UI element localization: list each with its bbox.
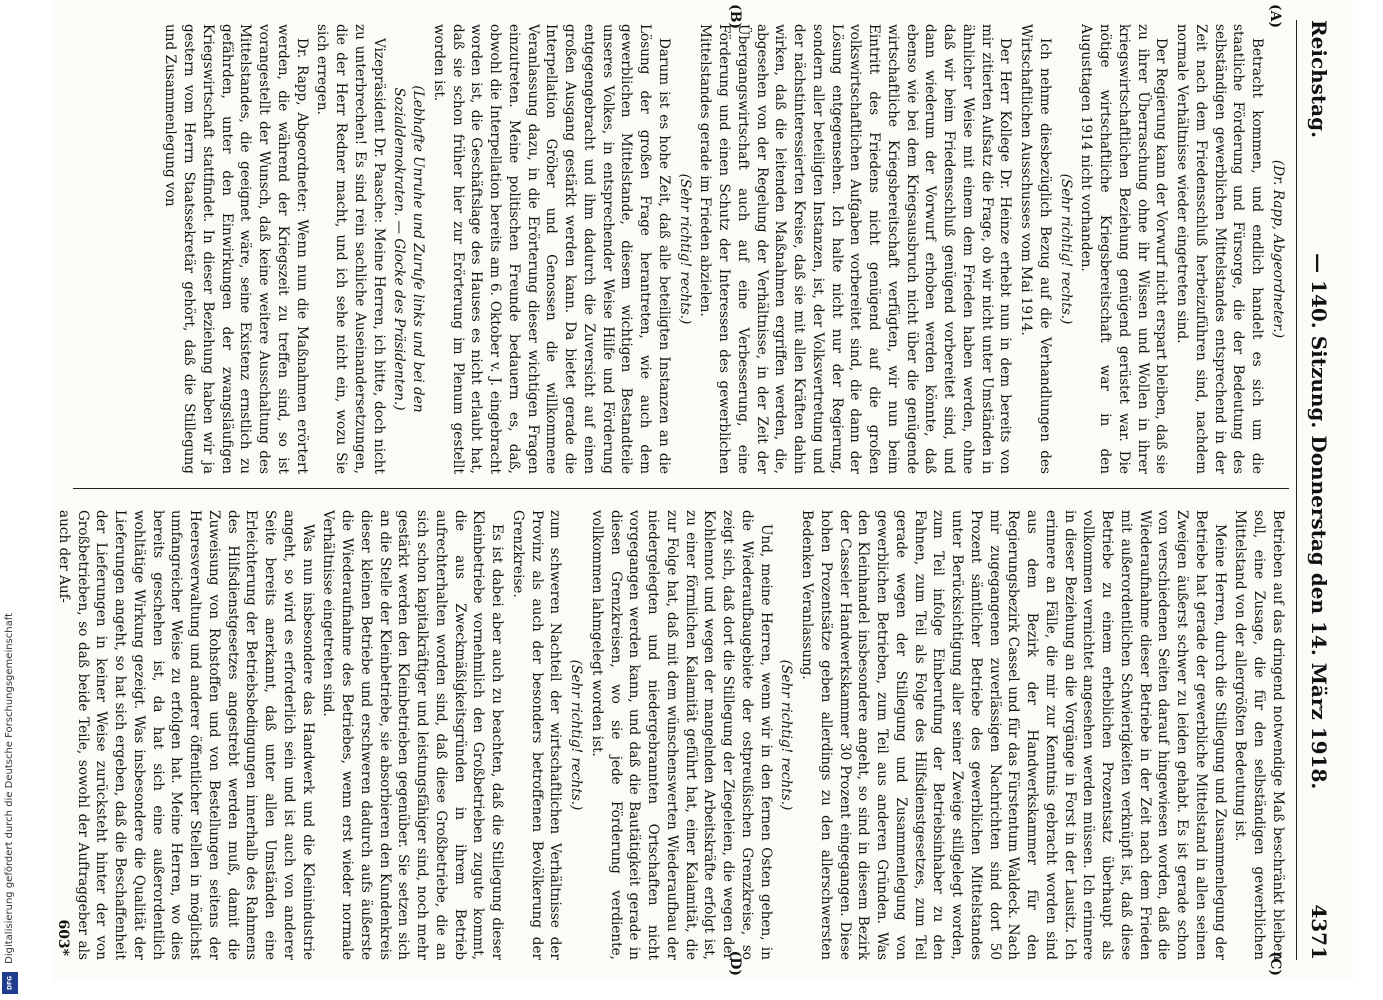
interjection: (Sehr richtig! rechts.) [778, 659, 795, 811]
paragraph: Der Regierung kann der Vorwurf nicht erspart bleiben, daß sie zu ihrer Überraschung ohne ihr Wissen und Wollen in ihrer kriegswirtschaftlichen Beziehung genügend gerüstet war. Die nötige wirtschaftliche Kriegsbereitschaft war in den Augusttagen 1914 nicht vorhanden. [1078, 24, 1170, 474]
paragraph: Was nun insbesondere das Handwerk und die Kleinindustrie angeht, so wird es erforderlich sein und ist auch von anderer Seite bereits anerkannt, daß unter allen Umständen eine Erleichterung der Betriebsbedingungen innerhalb des Rahmens des Hilfsdienstgesetzes angestrebt werden muß, damit die Zuweisung von Rohstoffen und von Bestellungen seitens der Heeresverwaltung und anderer öffentlicher Stellen in möglichst umfangreicher Weise zu erfolgen hat. Meine Herren, wo dies bereits geschehen ist, da hat sich eine außerordentlich wohltätige Wirkung gezeigt. Was insbesondere die Qualität der Lieferungen angeht, so hat sich ergeben, daß die Beschaffenheit der Lieferungen in keiner Weise zurücksteht hinter der von Großbetrieben, so daß beide Teile, sowohl der Auftraggeber als auch der Auf- [56, 510, 316, 960]
margin-mark-b: (B) [727, 4, 743, 30]
interjection: (Sehr richtig! rechts.) [568, 659, 585, 811]
paragraph: Meine Herren, durch die Stillegung und Zusammenlegung der Betriebe hat gerade der gewerbliche Mittelstand in allen seinen Zweigen äußerst schwer zu leiden gehabt. Es ist gerade schon von verschiedenen Seiten darauf hingewiesen worden, daß die Wiederaufnahme dieser Betriebe in der Zeit nach dem Frieden mit außerordentlichen Schwierigkeiten verknüpft ist, daß diese Betriebe zu einem erheblichen Prozentsatz überhaupt als vollkommen vernichtet angesehen werden müssen. Ich erinnere in dieser Beziehung an die Vorgänge in Forst in der Lausitz. Ich erinnere an Fälle, die mir zur Kenntnis gebracht worden sind aus dem Bezirk der Handwerkskammer für den Regierungsbezirk Cassel und für das Fürstentum Waldeck. Nach mir zugegangenen zuverlässigen Nachrichten sind dort 50 Prozent sämtlicher Betriebe des gewerblichen Mittelstandes unter Berücksichtigung aller seiner Zweige stillgelegt worden, zum Teil infolge Einberufung der Betriebsinhaber zu den Fahnen, zum Teil als Folge des Hilfsdienstgesetzes, zum Teil gerade wegen der Stillegung und Zusammenlegung von gewerblichen Betrieben, zum Teil aus anderen Gründen. Was den Kleinhandel insbesondere angeht, so sind in diesem Bezirk der Casseler Handwerkskammer 30 Prozent eingegangen. Diese hohen Prozentsätze geben allerdings zu den allerschwersten Bedenken Veranlassung. [799, 510, 1228, 960]
paragraph: Es ist dabei aber auch zu beachten, daß die Stillegung dieser Kleinbetriebe vornehmlich den Großbetrieben zugute kommt, die aus Zweckmäßigkeitsgründen in ihrem Betrieb aufrechterhalten worden sind, daß diese Großbetriebe, die an sich schon kapitalkräftiger und leistungsfähiger sind, noch mehr gestärkt werden den Kleinbetrieben gegenüber. Sie setzen sich an die Stelle der Kleinbetriebe, sie absorbieren den Kundenkreis dieser kleinen Betriebe und erschweren dadurch aufs äußerste die Wiederaufnahme des Betriebes, wenn erst wieder normale Verhältnisse eingetreten sind. [320, 510, 506, 960]
left-column [79, 24, 1287, 474]
speaker-note: (Dr. Rapp, Abgeordneter.) [1270, 159, 1286, 339]
column-divider [73, 488, 1289, 489]
paragraph: zum schweren Nachteil der wirtschaftlichen Verhältnisse der Provinz als auch der besonders betroffenen Bevölkerung der Grenzkreise. [510, 510, 564, 960]
digitization-credit [4, 0, 18, 1000]
scanned-page [53, 0, 1353, 980]
header-session: — 140. Sitzung. Donnerstag den 14. März 1918. [1307, 253, 1331, 790]
page-number: 4371 [1307, 904, 1331, 960]
page-header [1299, 20, 1339, 960]
interjection: (Sehr richtig! rechts.) [1057, 173, 1074, 325]
paragraph: Darum ist es hohe Zeit, daß alle beteiligten Instanzen an die Lösung der großen Frage herantreten, wie auch dem gewerblichen Mittelstande, diesem wichtigen Bestandteile unseres Volkes, in entsprechender Weise Hilfe und Förderung entgegengebracht und ihm dadurch die Zuversicht auf einen großen Ausgang gestärkt werden kann. Da bietet gerade die Interpellation Gröber und Genossen die willkommene Veranlassung dazu, in die Erörterung dieser wichtigen Fragen einzutreten. Meine politischen Freunde bedauern es, daß, obwohl die Interpellation bereits am 6. Oktober v. J. eingebracht worden ist, die Geschäftslage des Hauses es nicht erlaubt hat, daß sie schon früher hier zur Erörterung im Plenum gestellt worden ist. [431, 24, 672, 474]
paragraph: Und, meine Herren, wenn wir in den fernen Osten gehen, in die Wiederaufbaugebiete der ostpreußischen Grenzkreise, so zeigt sich, daß dort die Stillegung der Ziegeleien, die wegen der Kohlennot und wegen der mangelnden Arbeitskräfte erfolgt ist, zu einer förmlichen Kalamität geführt hat, einer Kalamität, die zur Folge hat, daß mit dem wünschenswerten Wiederaufbau der niedergelegten und niedergebrannten Ortschaften nicht vorgegangen werden kann, und daß die Bautätigkeit gerade in diesen Grenzkreisen, wo sie jede Förderung verdiente, vollkommen lahmgelegt worden ist. [589, 510, 774, 960]
credit-text: Digitalisierung gefördert durch die Deutsche Forschungsgemeinschaft [4, 613, 15, 964]
header-rule [1296, 20, 1297, 960]
header-left: Reichstag. [1307, 20, 1331, 139]
margin-mark-a: (A) [1267, 4, 1283, 29]
interjection: (Sehr richtig! rechts.) [676, 173, 693, 325]
interjection: (Lebhafte Unruhe und Zurufe links und bei den Sozialdemokraten. — Glocke des Präsidenten.) [391, 85, 427, 413]
signature-mark: 603* [55, 919, 71, 956]
paragraph: Vizepräsident Dr. Paasche: Meine Herren, ich bitte, doch nicht zu unterbrechen! Es sind rein sachliche Auseinandersetzungen, die der Herr Redner macht, und ich sehe nicht ein, wozu Sie sich erregen. [314, 24, 387, 474]
paragraph: Dr. Rapp, Abgeordneter: Wenn nun die Maßnahmen erörtert werden, die während der Kriegszeit zu treffen sind, so ist vorangestellt der Wunsch, daß keine weitere Ausschaltung des Mittelstandes, die geeignet wäre, seine Existenz ernstlich zu gefährden, unter den Einwirkungen der zwangsläufigen Kriegswirtschaft stattfindet. In dieser Beziehung haben wir ja gestern vom Herrn Staatssekretär gehört, daß die Stillegung und Zusammenlegung von [162, 24, 310, 474]
margin-mark-d: (D) [727, 950, 743, 976]
dfg-logo-icon: DFG [2, 972, 18, 994]
paragraph: Ich nehme diesbezüglich Bezug auf die Verhandlungen des Wirtschaftlichen Ausschusses vom Mai 1914. [1018, 24, 1053, 474]
paragraph: Der Herr Kollege Dr. Heinze erhebt nun in dem bereits von mir zitierten Aufsatz die Frage, ob wir nicht unter Umständen in ähnlicher Weise mit einem dem Frieden haben werden, ohne daß wir beim Friedensschluß genügend vorbereitet sind, und dann wiederum der Vorwurf erhoben werden könnte, daß ebenso wie bei dem Kriegsausbruch nicht über die genügende wirtschaftliche Kriegsbereitschaft verfügten, wir nun beim Eintritt des Friedens nicht genügend auf die großen volkswirtschaftlichen Aufgaben vorbereitet sind, die dann der Lösung entgegensehen. Ich halte nicht nur der Regierung, sondern aller beteiligten Instanzen, ist, der Volksvertretung und der nächstinteressierten Kreise, daß sie mit allen Kräften dahin wirken, daß die leitenden Maßnahmen ergriffen werden, die, abgesehen von der Regelung der Verhältnisse, in der Zeit der Übergangswirtschaft auch auf eine Verbesserung, eine Förderung und einen Schutz der Interessen des gewerblichen Mittelstandes gerade im Frieden abzielen. [697, 24, 1014, 474]
paragraph: Betracht kommen, und endlich handelt es sich um die staatliche Förderung und Fürsorge, die der Bedeutung des selbständigen gewerblichen Mittelstandes entsprechend in der Zeit nach dem Friedensschluß herbeizuführen sind, nachdem normale Verhältnisse wieder eingetreten sind. [1174, 24, 1266, 474]
paragraph: Betrieben auf das dringend notwendige Maß beschränkt bleiben soll, eine Zusage, die für den selbständigen gewerblichen Mittelstand von der allergrößten Bedeutung ist. [1232, 510, 1286, 960]
margin-mark-c: (C) [1267, 951, 1283, 976]
